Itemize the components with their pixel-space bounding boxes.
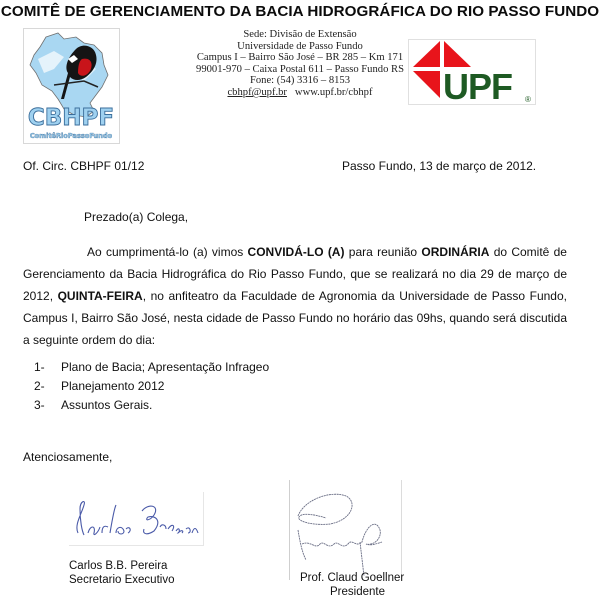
agenda-number: 1- bbox=[34, 360, 45, 374]
agenda-number: 2- bbox=[34, 379, 45, 393]
upf-logo-text: UPF bbox=[443, 66, 512, 104]
phone-line: Fone: (54) 3316 – 8153 bbox=[249, 75, 351, 87]
email-link[interactable]: cbhpf@upf.br bbox=[227, 86, 287, 98]
body-text: , no anfiteatro da Faculdade de Agronomia da Universidade de Passo Fundo, Campus I, Bairro São José, nesta cidade de Passo Fundo no horário das 09hs, quando será discutida a seguinte ordem do dia: bbox=[23, 289, 567, 348]
signatory-role: Secretario Executivo bbox=[69, 573, 175, 586]
body-emphasis: ORDINÁRIA bbox=[421, 245, 490, 259]
body-text: Ao cumprimentá-lo (a) vimos bbox=[87, 245, 248, 259]
letter-reference: Of. Circ. CBHPF 01/12 bbox=[23, 159, 145, 173]
signatory-secretary bbox=[69, 560, 174, 587]
agenda-item bbox=[34, 358, 269, 377]
website-link[interactable]: www.upf.br/cbhpf bbox=[294, 86, 373, 98]
signature-image-president bbox=[289, 480, 402, 580]
address-line: Campus I – Bairro São José – BR 285 – Km 171 bbox=[196, 52, 404, 64]
registered-mark: ® bbox=[525, 95, 531, 104]
signatory-role: Presidente bbox=[330, 585, 385, 598]
upf-logo bbox=[408, 39, 536, 105]
signatory-name: Prof. Claud Goellner bbox=[300, 572, 405, 584]
cbhpf-logo-subtext: ComitêRioPassoFundo bbox=[29, 132, 113, 140]
signatory-president bbox=[300, 572, 404, 599]
body-text: do Comitê de Gerenciamento da Bacia Hidrográfica do Rio Passo Fundo, que se realizará no dia 29 de março de 2012, bbox=[23, 245, 567, 304]
agenda-text: Plano de Bacia; Apresentação Infrageo bbox=[61, 360, 270, 374]
agenda-text: Planejamento 2012 bbox=[61, 379, 165, 393]
agenda-text: Assuntos Gerais. bbox=[61, 398, 153, 412]
address-block bbox=[180, 29, 420, 99]
agenda-item bbox=[34, 396, 269, 415]
cbhpf-logo-text: CBHPF bbox=[27, 105, 115, 131]
letter-date: Passo Fundo, 13 de março de 2012. bbox=[342, 159, 537, 173]
closing: Atenciosamente, bbox=[23, 450, 113, 464]
body-text: para reunião bbox=[344, 245, 422, 259]
agenda-number: 3- bbox=[34, 398, 45, 412]
signature-image-secretary bbox=[68, 491, 203, 545]
address-line: Universidade de Passo Fundo bbox=[237, 40, 363, 52]
address-line: Sede: Divisão de Extensão bbox=[243, 29, 357, 40]
committee-title: COMITÊ DE GERENCIAMENTO DA BACIA HIDROGRÁFICA DO RIO PASSO FUNDO bbox=[0, 3, 600, 20]
address-line: 99001-970 – Caixa Postal 611 – Passo Fundo RS bbox=[196, 63, 404, 75]
agenda-list bbox=[34, 358, 269, 415]
contact-line bbox=[180, 87, 420, 99]
greeting: Prezado(a) Colega, bbox=[84, 210, 189, 224]
body-emphasis: QUINTA-FEIRA bbox=[57, 289, 143, 304]
signatory-name: Carlos B.B. Pereira bbox=[69, 560, 168, 572]
body-emphasis: CONVIDÁ-LO (A) bbox=[247, 245, 345, 259]
agenda-item bbox=[34, 377, 269, 396]
letter-body bbox=[23, 241, 567, 351]
cbhpf-logo bbox=[23, 28, 120, 144]
